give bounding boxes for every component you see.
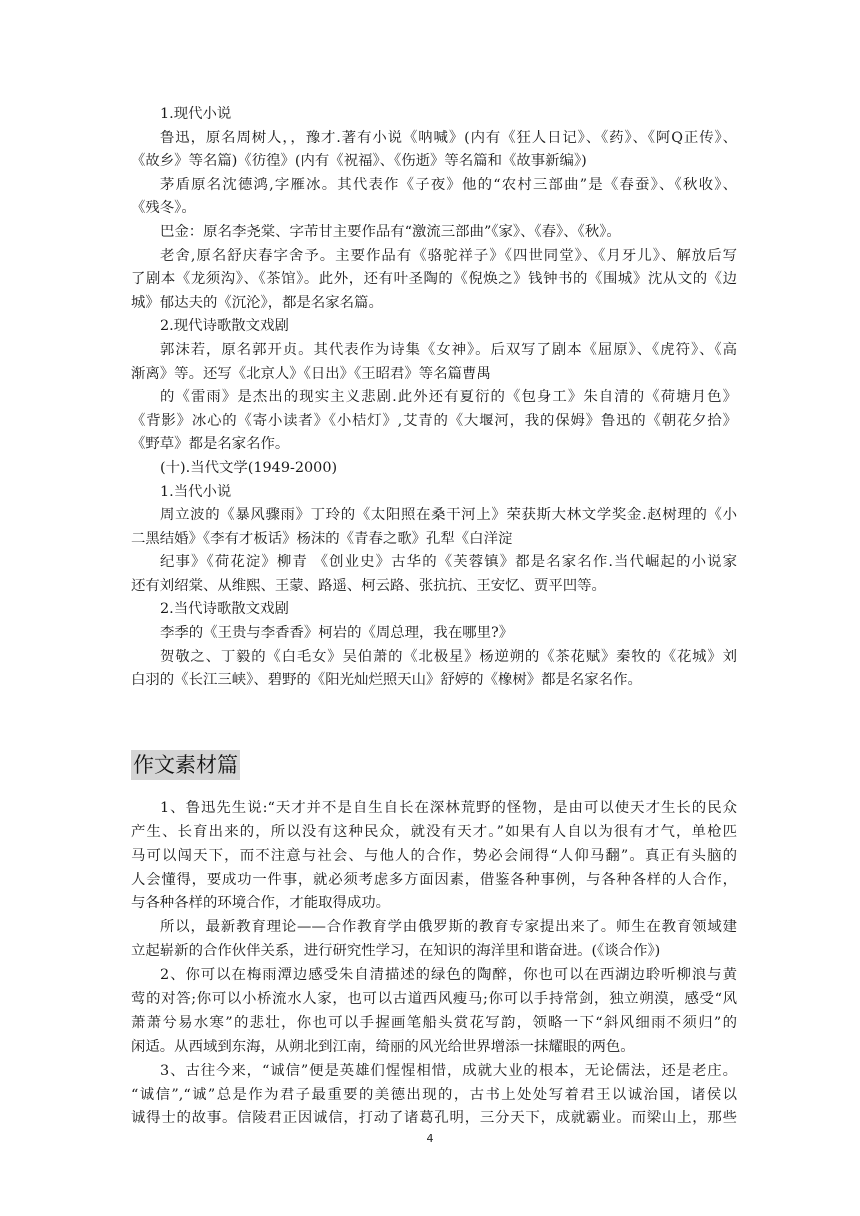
text-line: 了剧本《龙须沟》、《茶馆》。此外，还有叶圣陶的《倪焕之》钱钟书的《围城》沈从文的《边 [131,271,737,288]
text-line: 萧萧兮易水寒”的悲壮，你也可以手握画笔船头赏花写韵，领略一下“斜风细雨不须归”的 [131,1014,737,1031]
text-line: 二黑结婚》《李有才板话》杨沫的《青春之歌》孔犁《白洋淀 [131,530,513,547]
text-line: 2.当代诗歌散文戏剧 [160,601,289,618]
text-line: 李季的《王贵与李香香》柯岩的《周总理，我在哪里?》 [160,625,514,642]
text-line: 《残冬》。 [131,200,196,217]
text-line: 周立波的《暴风骤雨》丁玲的《太阳照在桑干河上》荣获斯大林文学奖金.赵树理的《小 [160,507,737,524]
text-line: 2、你可以在梅雨潭边感受朱自清描述的绿色的陶醉，你也可以在西湖边聆听柳浪与黄 [160,967,737,984]
page-content [131,103,737,1131]
text-line: “诚信”,“诚”总是作为君子最重要的美德出现的，古书上处处写着君王以诚治国，诸侯以 [131,1086,737,1103]
text-line: 3、古往今来，“诚信”便是英雄们惺惺相惜，成就大业的根本，无论儒法，还是老庄。 [160,1062,737,1079]
text-line: 渐离》等。还写《北京人》《日出》《王昭君》等名篇曹禺 [131,365,491,382]
text-line: 巴金：原名李尧棠、字芾甘主要作品有“激流三部曲”《家》、《春》、《秋》。 [160,223,621,240]
heading-container [131,733,737,797]
text-line: 产生、长育出来的，所以没有这种民众，就没有天才。”如果有人自以为很有才气，单枪匹 [131,823,737,840]
text-line: 诚得士的故事。信陵君正因诚信，打动了诸葛孔明，三分天下，成就霸业。而梁山上，那些 [131,1110,737,1127]
literature-section [131,103,737,693]
page-number: 4 [426,1132,434,1145]
text-line: 还有刘绍棠、从维熙、王蒙、路遥、柯云路、张抗抗、王安忆、贾平凹等。 [131,577,606,594]
text-line: 城》郁达夫的《沉沦》，都是名家名篇。 [131,294,383,311]
text-line: 鲁迅，原名周树人，，豫才.著有小说《呐喊》(内有《狂人日记》、《药》、《阿Q正传》、 [160,129,737,146]
text-line: 闲适。从西域到东海，从朔北到江南，绮丽的风光给世界增添一抹耀眼的两色。 [131,1038,635,1055]
text-line: 人会懂得，要成功一件事，就必须考虑多方面因素，借鉴各种事例，与各种各样的人合作， [131,871,737,888]
text-line: 2.现代诗歌散文戏剧 [160,318,289,335]
text-line: 马可以闯天下，而不注意与社会、与他人的合作，势必会闹得“人仰马翻”。真正有头脑的 [131,847,737,864]
text-line: 所以，最新教育理论——合作教育学由俄罗斯的教育专家提出来了。师生在教育领域建 [160,919,737,936]
text-line: 与各种各样的环境合作，才能取得成功。 [131,895,391,912]
text-line: 《故乡》等名篇)《彷徨》(内有《祝福》、《伤逝》等名篇和《故事新编》) [131,153,587,170]
text-line: 茅盾原名沈德鸿,字雁冰。其代表作《子夜》他的“农村三部曲”是《春蚕》、《秋收》、 [160,176,737,193]
text-line: 1.当代小说 [160,483,232,500]
spacer [131,693,737,733]
text-line: 的《雷雨》是杰出的现实主义悲剧.此外还有夏衍的《包身工》朱自清的《荷塘月色》 [160,389,737,406]
text-line: 立起崭新的合作伙伴关系，进行研究性学习，在知识的海洋里和谐奋进。(《谈合作》) [131,943,661,960]
text-line: 郭沫若，原名郭开贞。其代表作为诗集《女神》。后双写了剧本《屈原》、《虎符》、《高 [160,341,737,358]
text-line: 《野草》都是名家名作。 [131,436,290,453]
text-line: 莺的对答;你可以小桥流水人家，也可以古道西风瘦马;你可以手持常剑，独立朔漠，感受“风 [131,990,737,1007]
section-heading: 作文素材篇 [131,750,240,780]
composition-material-section [131,797,737,1131]
text-line: 1.现代小说 [160,106,232,122]
text-line: 纪事》《荷花淀》柳青 《创业史》古华的《芙蓉镇》都是名家名作.当代崛起的小说家 [160,554,737,571]
text-line: (十).当代文学(1949-2000) [160,459,338,476]
text-line: 白羽的《长江三峡》、碧野的《阳光灿烂照天山》舒婷的《橡树》都是名家名作。 [131,672,642,689]
text-line: 《背影》冰心的《寄小读者》《小桔灯》,艾青的《大堰河，我的保姆》鲁迅的《朝花夕拾》 [131,412,737,429]
text-line: 1、鲁迅先生说:“天才并不是自生自长在深林荒野的怪物，是由可以使天才生长的民众 [160,799,737,816]
text-line: 老舍,原名舒庆春字舍予。主要作品有《骆驼祥子》《四世同堂》、《月牙儿》、解放后写 [160,247,737,264]
text-line: 贺敬之、丁毅的《白毛女》吴伯萧的《北极星》杨逆朔的《茶花赋》秦牧的《花城》刘 [160,648,737,665]
